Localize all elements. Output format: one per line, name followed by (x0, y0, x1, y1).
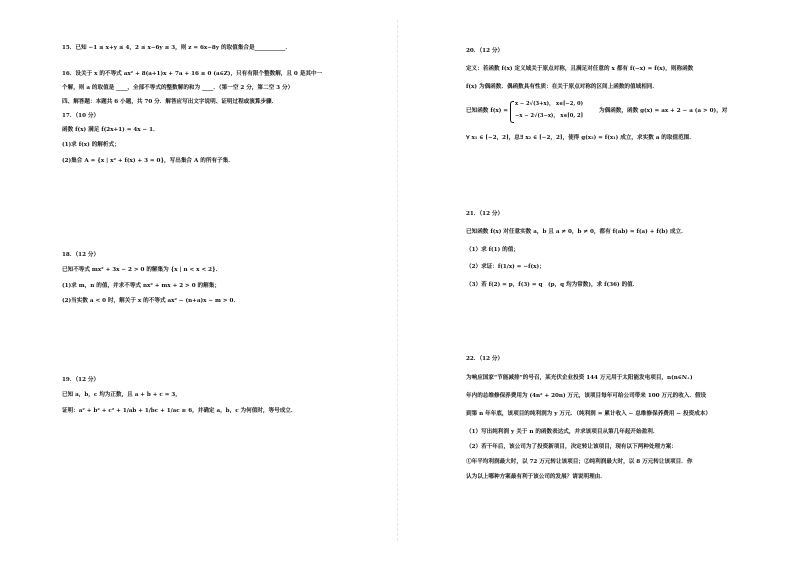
question-17-part2: (2)集合 A = {x | x² + f(x) + 3 = 0}，写出集合 A 的所有子集． (62, 158, 234, 164)
question-17-part1: (1)求 f(x) 的解析式； (62, 142, 120, 148)
column-divider (397, 20, 398, 541)
question-22-options: ①年平均利润最大时，以 72 万元转让该项目；②纯利润最大时，以 8 万元转让该项目．你 (466, 459, 693, 465)
question-15: 15．已知 −1 ≤ x+y ≤ 4，2 ≤ x−6y ≤ 3，则 z = 6x−8y 的取值集合是___________． (62, 45, 291, 51)
question-16-line1: 16．设关于 x 的不等式 ax² + 8(a+1)x + 7a + 16 ≥ 0 (a∈Z)，只有有限个整数解，且 0 是其中一 (62, 71, 323, 77)
question-20-known: 已知函数 f(x) = (466, 108, 508, 114)
question-20-known-tail: 为偶函数，函数 g(x) = ax + 2 − a (a > 0)，对 (599, 108, 728, 114)
question-16-line2: 个解，则 a 的取值是 ____，全部不等式的整数解的和为 ____．（第一空 2 分，第二空 3 分） (62, 85, 294, 91)
question-20-definition-line2: f(x) 为偶函数．偶函数具有性质：在关于原点对称的区间上函数的值域相同． (466, 84, 658, 90)
question-22-line3: 到第 n 年年底，该项目的纯利润为 y 万元．（纯利润 = 累计收入 − 总维修保养费用 − 投资成本） (466, 411, 712, 417)
question-21-part1: （1）求 f(1) 的值； (466, 247, 519, 253)
question-22-line2: 年内的总维修保养费用为 (4n² + 20n) 万元，该项目每年可给公司带来 100 万元的收入．假设 (466, 393, 707, 399)
question-21-part2: （2）求证：f(1/x) = −f(x)； (466, 264, 545, 270)
question-21-part3: （3）若 f(2) = p，f(3) = q (p，q 均为常数)，求 f(36) 的值． (466, 282, 639, 288)
question-22-part2: （2）若干年后，该公司为了投资新项目，决定转让该项目，现有以下两种处理方案： (466, 444, 677, 450)
piecewise-case-2: −x − 2√(3−x)， x∈[0, 2] (515, 113, 584, 119)
section-heading: 四、解答题：本题共 6 小题，共 70 分．解答应写出文字说明、证明过程或演算步骤． (62, 99, 278, 105)
piecewise-brace (510, 101, 514, 123)
question-17-title: 17．（10 分） (62, 113, 100, 119)
question-20-title: 20．（12 分） (466, 48, 504, 54)
question-22-title: 22．（12 分） (466, 356, 504, 362)
question-21-title: 21．（12 分） (466, 211, 504, 217)
piecewise-case-1: x − 2√(3+x)， x∈[−2, 0) (515, 101, 584, 107)
question-18-part2: (2)当实数 a < 0 时，解关于 x 的不等式 ax² − (n+a)x − m > 0． (62, 298, 240, 304)
question-19-stem: 已知 a，b，c 均为正数，且 a + b + c = 3， (62, 392, 181, 398)
question-17-stem: 函数 f(x) 满足 f(2x+1) = 4x − 1． (62, 127, 159, 133)
question-20-definition-line1: 定义：若函数 f(x) 定义域关于原点对称，且满足对任意的 x 都有 f(−x) = f(x)，则称函数 (466, 66, 694, 72)
question-22-part1: （1）写出纯利润 y 关于 n 的函数表达式，并求该项目从第几年起开始盈利． (466, 429, 659, 435)
question-21-stem: 已知函数 f(x) 对任意实数 a，b 且 a ≠ 0，b ≠ 0，都有 f(ab) = f(a) + f(b) 成立． (466, 229, 687, 235)
question-19-proof: 证明：a² + b² + c² + 1/ab + 1/bc + 1/ac ≥ 6，并确定 a，b，c 为何值时，等号成立． (62, 408, 297, 414)
question-19-title: 19．（12 分） (62, 377, 100, 383)
question-18-part1: (1)求 m，n 的值，并求不等式 nx² + mx + 2 > 0 的解集； (62, 283, 220, 289)
question-18-stem: 已知不等式 mx² + 3x − 2 > 0 的解集为 {x | n < x < 2}． (62, 267, 222, 273)
question-20-condition: ∀ x₁ ∈ [−2，2]，总∃ x₂ ∈ [−2，2]，使得 g(x₂) = f(x₁) 成立，求实数 a 的取值范围． (466, 135, 695, 141)
question-18-title: 18．（12 分） (62, 252, 100, 258)
question-22-ask: 认为以上哪种方案最有利于该公司的发展？请说明理由． (466, 474, 606, 480)
question-22-line1: 为响应国家“节能减排”的号召，某光伏企业投资 144 万元用于太阳能发电项目，n(n∈N₊) (466, 375, 693, 381)
